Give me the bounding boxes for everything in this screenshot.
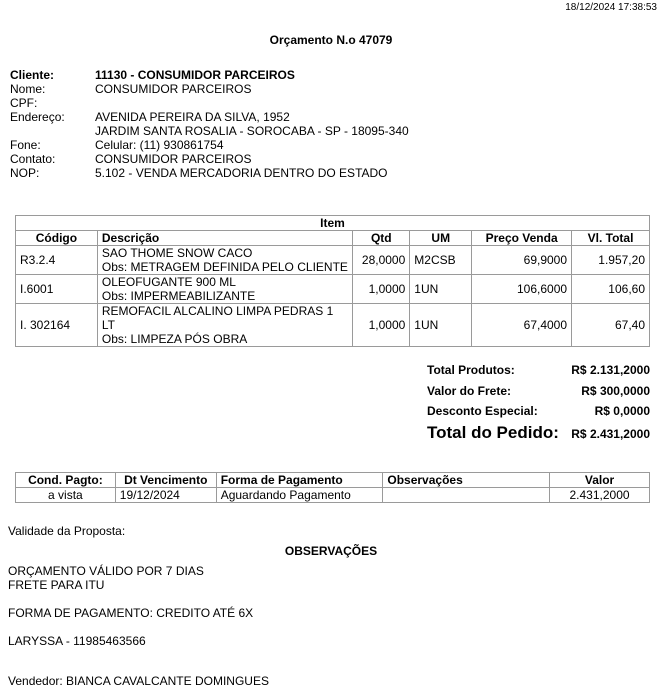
item-obs: Obs: METRAGEM DEFINIDA PELO CLIENTE (101, 260, 348, 274)
label-contato: Contato: (10, 152, 56, 166)
total-produtos-label: Total Produtos: (427, 363, 515, 377)
cell-qtd: 1,0000 (353, 304, 410, 347)
label-cpf: CPF: (10, 96, 38, 110)
cell-codigo: I.6001 (16, 275, 98, 304)
items-table (15, 215, 650, 347)
cell-obs (383, 488, 550, 503)
col-codigo: Código (16, 231, 98, 246)
payment-header-row (16, 473, 650, 488)
table-row (16, 488, 650, 503)
desconto-label: Desconto Especial: (427, 404, 538, 418)
value-endereco-2: JARDIM SANTA ROSALIA - SOROCABA - SP - 18095-340 (95, 124, 409, 138)
cell-qtd: 28,0000 (353, 246, 410, 275)
col-cond-pagto: Cond. Pagto: (16, 473, 116, 488)
cell-cond: a vista (16, 488, 116, 503)
frete-value: R$ 300,0000 (581, 384, 650, 398)
value-nop: 5.102 - VENDA MERCADORIA DENTRO DO ESTADO (95, 166, 388, 180)
total-produtos-value: R$ 2.131,2000 (571, 363, 650, 377)
page-title: Orçamento N.o 47079 (269, 33, 393, 47)
cell-um: 1UN (410, 275, 472, 304)
cell-preco: 106,6000 (472, 275, 572, 304)
item-desc: REMOFACIL ALCALINO LIMPA PEDRAS 1 LT (101, 304, 334, 332)
total-pedido-value: R$ 2.431,2000 (571, 427, 650, 441)
cell-vencimento: 19/12/2024 (115, 488, 216, 503)
col-vl-total: Vl. Total (572, 231, 650, 246)
cell-descricao (97, 275, 352, 304)
item-obs: Obs: IMPERMEABILIZANTE (101, 289, 256, 303)
label-fone: Fone: (10, 138, 41, 152)
items-header-row (16, 231, 650, 246)
cell-forma: Aguardando Pagamento (216, 488, 383, 503)
frete-label: Valor do Frete: (427, 384, 512, 398)
cell-preco: 67,4000 (472, 304, 572, 347)
total-pedido-label: Total do Pedido: (427, 423, 559, 442)
cell-um: 1UN (410, 304, 472, 347)
table-row (16, 304, 650, 347)
cell-codigo: I. 302164 (16, 304, 98, 347)
cell-qtd: 1,0000 (353, 275, 410, 304)
label-cliente: Cliente: (10, 68, 55, 82)
table-row (16, 275, 650, 304)
col-descricao: Descrição (97, 231, 352, 246)
col-dt-vencimento: Dt Vencimento (115, 473, 216, 488)
obs-line-1: ORÇAMENTO VÁLIDO POR 7 DIAS (8, 564, 204, 578)
value-endereco-1: AVENIDA PEREIRA DA SILVA, 1952 (95, 110, 290, 124)
value-contato: CONSUMIDOR PARCEIROS (95, 152, 252, 166)
cell-total: 1.957,20 (572, 246, 650, 275)
cell-total: 106,60 (572, 275, 650, 304)
col-observacoes: Observações (383, 473, 550, 488)
observacoes-title: OBSERVAÇÕES (284, 544, 378, 558)
col-forma-pagamento: Forma de Pagamento (216, 473, 383, 488)
col-um: UM (410, 231, 472, 246)
item-desc: OLEOFUGANTE 900 ML (101, 275, 236, 289)
cell-total: 67,40 (572, 304, 650, 347)
item-obs: Obs: LIMPEZA PÓS OBRA (101, 332, 248, 346)
cell-um: M2CSB (410, 246, 472, 275)
vendedor: Vendedor: BIANCA CAVALCANTE DOMINGUES (8, 674, 269, 688)
payment-table (15, 472, 650, 503)
col-valor: Valor (550, 473, 650, 488)
label-endereco: Endereço: (10, 110, 65, 124)
label-nome: Nome: (10, 82, 46, 96)
cell-codigo: R3.2.4 (16, 246, 98, 275)
items-caption: Item (16, 216, 650, 231)
value-fone: Celular: (11) 930861754 (95, 138, 224, 152)
print-timestamp: 18/12/2024 17:38:53 (565, 2, 657, 13)
obs-line-4: LARYSSA - 11985463566 (8, 634, 146, 648)
cell-descricao (97, 304, 352, 347)
desconto-value: R$ 0,0000 (594, 404, 650, 418)
obs-line-3: FORMA DE PAGAMENTO: CREDITO ATÉ 6X (8, 606, 254, 620)
value-cliente: 11130 - CONSUMIDOR PARCEIROS (95, 68, 295, 82)
label-nop: NOP: (10, 166, 40, 180)
col-qtd: Qtd (353, 231, 410, 246)
cell-valor: 2.431,2000 (550, 488, 650, 503)
cell-descricao (97, 246, 352, 275)
item-desc: SAO THOME SNOW CACO (101, 246, 253, 260)
cell-preco: 69,9000 (472, 246, 572, 275)
table-row (16, 246, 650, 275)
value-nome: CONSUMIDOR PARCEIROS (95, 82, 252, 96)
col-preco-venda: Preço Venda (472, 231, 572, 246)
validade-label: Validade da Proposta: (8, 524, 126, 538)
obs-line-2: FRETE PARA ITU (8, 578, 105, 592)
